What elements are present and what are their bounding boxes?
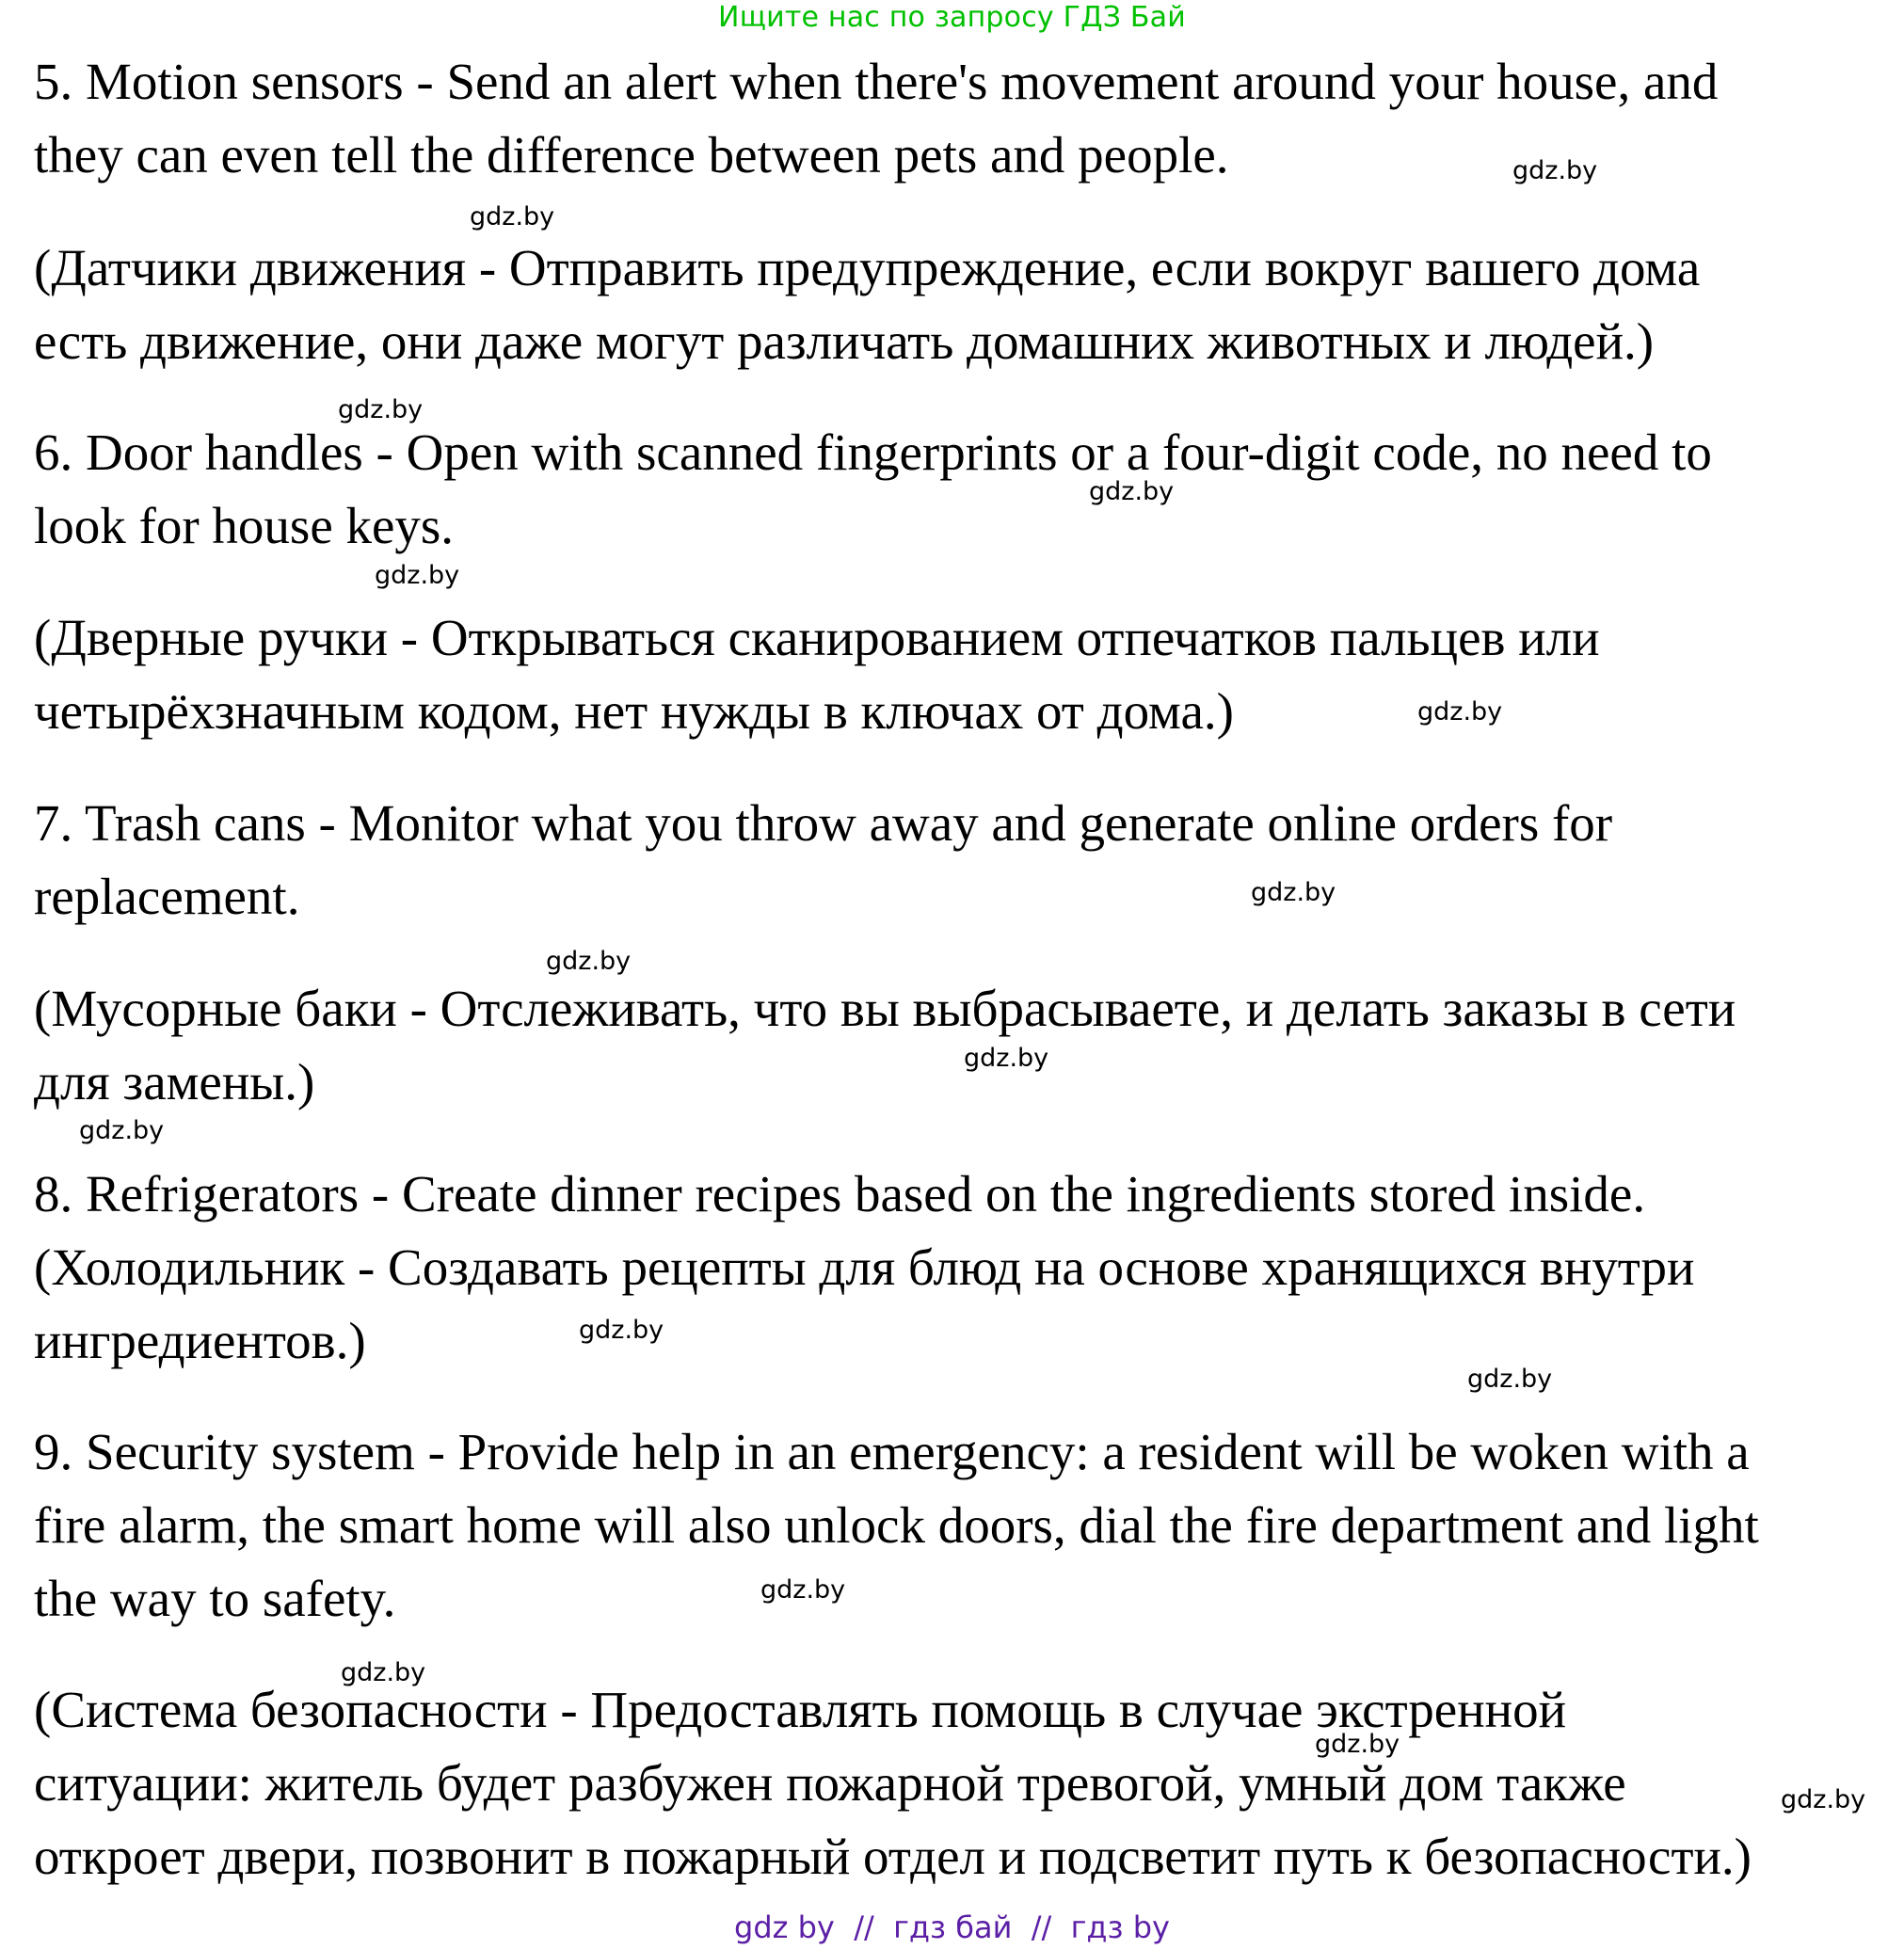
text-line: для замены.): [34, 1053, 315, 1110]
text-line: 6. Door handles - Open with scanned fingerprints or a four-digit code, no need to: [34, 423, 1712, 481]
watermark: gdz.by: [1781, 1785, 1866, 1814]
item-6-english: [34, 416, 1712, 563]
watermark: gdz.by: [546, 947, 632, 976]
item-9-russian: [34, 1673, 1752, 1893]
watermark: gdz.by: [1512, 156, 1598, 185]
watermark: gdz.by: [341, 1658, 426, 1687]
item-5-english: [34, 45, 1718, 192]
watermark: gdz.by: [79, 1116, 165, 1145]
watermark: gdz.by: [338, 395, 424, 424]
site-footer-links: gdz by // гдз бай // гдз by: [734, 1909, 1170, 1945]
watermark: gdz.by: [1089, 477, 1175, 506]
item-9-english: [34, 1415, 1759, 1636]
text-line: ситуации: житель будет разбужен пожарной тревогой, умный дом также: [34, 1754, 1626, 1812]
item-7-english: [34, 787, 1612, 934]
text-line: replacement.: [34, 868, 300, 925]
text-line: 5. Motion sensors - Send an alert when there's movement around your house, and: [34, 53, 1719, 110]
text-line: 7. Trash cans - Monitor what you throw away and generate online orders for: [34, 794, 1613, 852]
text-line: (Дверные ручки - Открываться сканированием отпечатков пальцев или: [34, 609, 1600, 666]
item-8: [34, 1158, 1694, 1378]
text-line: the way to safety.: [34, 1570, 396, 1627]
watermark: gdz.by: [579, 1316, 664, 1345]
text-line: (Датчики движения - Отправить предупреждение, если вокруг вашего дома: [34, 239, 1701, 296]
watermark: gdz.by: [1417, 697, 1503, 727]
text-line: they can even tell the difference between pets and people.: [34, 126, 1229, 184]
watermark: gdz.by: [1251, 878, 1336, 907]
text-line: 8. Refrigerators - Create dinner recipes based on the ingredients stored inside.: [34, 1165, 1646, 1222]
text-line: (Мусорные баки - Отслеживать, что вы выбрасываете, и делать заказы в сети: [34, 980, 1736, 1037]
text-line: четырёхзначным кодом, нет нужды в ключах от дома.): [34, 682, 1234, 740]
site-search-banner: Ищите нас по запросу ГДЗ Бай: [718, 1, 1186, 34]
item-7-russian: [34, 972, 1736, 1119]
watermark: gdz.by: [375, 561, 460, 590]
text-line: (Система безопасности - Предоставлять помощь в случае экстренной: [34, 1681, 1567, 1738]
text-line: (Холодильник - Создавать рецепты для блюд на основе хранящихся внутри: [34, 1238, 1695, 1296]
watermark: gdz.by: [1315, 1730, 1400, 1759]
watermark: gdz.by: [1467, 1365, 1553, 1394]
watermark: gdz.by: [760, 1575, 846, 1605]
text-line: откроет двери, позвонит в пожарный отдел и подсветит путь к безопасности.): [34, 1828, 1752, 1885]
text-line: look for house keys.: [34, 497, 455, 554]
text-line: ингредиентов.): [34, 1312, 366, 1369]
item-6-russian: [34, 601, 1600, 748]
text-line: 9. Security system - Provide help in an emergency: a resident will be woken with a: [34, 1423, 1750, 1480]
item-5-russian: [34, 232, 1700, 378]
watermark: gdz.by: [470, 202, 555, 232]
watermark: gdz.by: [964, 1044, 1049, 1073]
text-line: есть движение, они даже могут различать домашних животных и людей.): [34, 312, 1655, 370]
text-line: fire alarm, the smart home will also unlock doors, dial the fire department and light: [34, 1496, 1759, 1554]
